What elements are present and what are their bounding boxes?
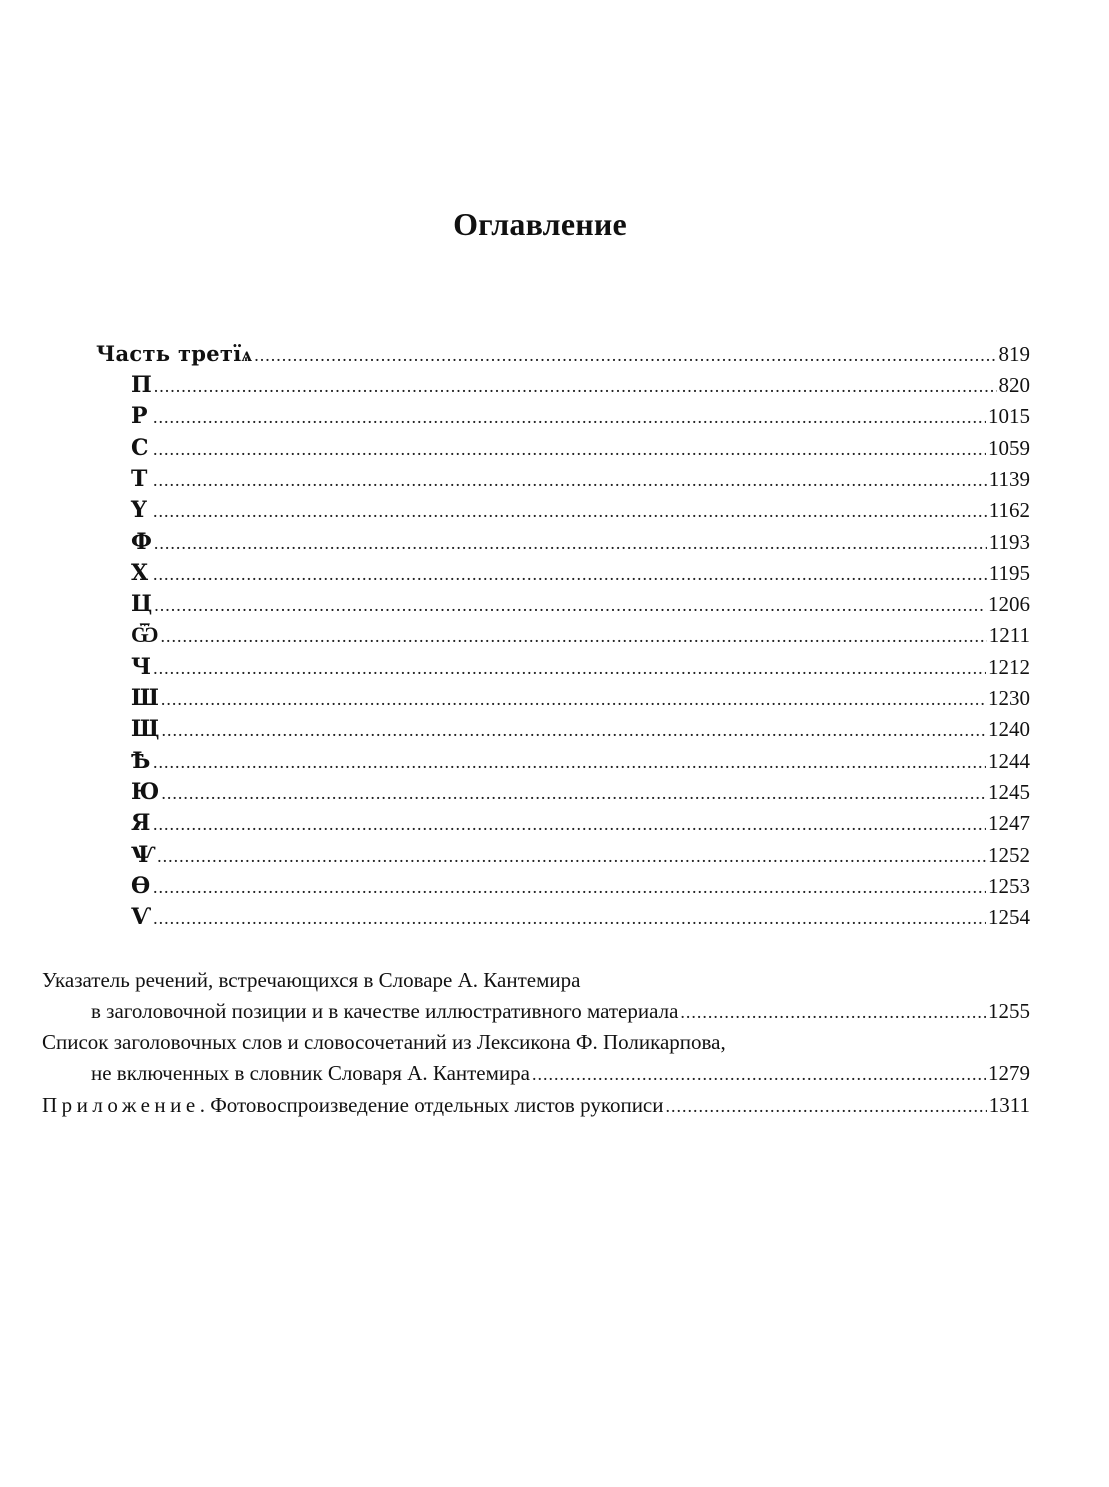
toc-entry-letter[interactable] (131, 402, 1030, 431)
toc-page-number: 1253 (988, 874, 1030, 898)
toc-entry-letter[interactable] (131, 371, 1030, 400)
toc-entry-index[interactable] (91, 997, 1030, 1026)
leader-dots (680, 998, 986, 1026)
toc-letter-label: Х (131, 560, 149, 586)
toc-entry-letter[interactable] (131, 872, 1030, 901)
toc-page-number: 1247 (988, 811, 1030, 835)
toc-letter-label: Щ (131, 716, 160, 742)
toc-page-number: 1139 (988, 467, 1030, 491)
toc-entry-letter[interactable] (131, 590, 1030, 619)
supplement-label-rest: . Фотовоспроизведение отдельных листов рукописи (199, 1093, 664, 1117)
toc-letter-label: Я (131, 810, 151, 836)
toc-letter-label: П (131, 372, 152, 398)
toc-entry-letter[interactable] (131, 841, 1030, 870)
toc-page-number: 1206 (988, 592, 1030, 616)
toc-page-number: 1211 (988, 623, 1030, 647)
toc-entry-letter[interactable] (131, 778, 1030, 807)
toc-letter-label: Ѣ (131, 748, 151, 774)
leader-dots (254, 341, 996, 369)
leader-dots (532, 1060, 986, 1088)
leader-dots (153, 497, 987, 525)
leader-dots (154, 372, 997, 400)
toc-page-number: 820 (998, 373, 1030, 397)
leader-dots (161, 716, 986, 744)
toc-letter-label: Ѿ (131, 622, 159, 648)
list-title-line1: Список заголовочных слов и словосочетаний из Лексикона Ф. Поликарпова, (42, 1030, 726, 1054)
leader-dots (154, 591, 986, 619)
toc-letter-label: Ѳ (131, 873, 151, 899)
leader-dots (157, 842, 986, 870)
toc-letter-label: Ш (131, 685, 159, 711)
toc-entry-letter[interactable] (131, 809, 1030, 838)
toc-page-number: 1240 (988, 717, 1030, 741)
toc-letter-label: Р (131, 403, 148, 429)
toc-entry-letter[interactable] (131, 903, 1030, 932)
toc-entry-letter[interactable] (131, 747, 1030, 776)
toc-letter-label: Ү (131, 497, 147, 523)
leader-dots (153, 403, 986, 431)
leader-dots (153, 560, 987, 588)
toc-entry-letter[interactable] (131, 653, 1030, 682)
leader-dots (161, 685, 986, 713)
toc-entry-letter[interactable] (131, 559, 1030, 588)
index-title-line1: Указатель речений, встречающихся в Словаре А. Кантемира (42, 968, 581, 992)
leader-dots (153, 466, 987, 494)
toc-page-number: 1311 (988, 1093, 1030, 1117)
toc-entry-letter[interactable] (131, 496, 1030, 525)
leader-dots (153, 904, 986, 932)
toc-entry-letter[interactable] (131, 465, 1030, 494)
toc-page-number: 819 (998, 342, 1030, 366)
toc-letter-label: Ю (131, 779, 160, 805)
toc-letter-label: Ц (131, 591, 153, 617)
toc-page-number: 1230 (988, 686, 1030, 710)
toc-page-number: 1254 (988, 905, 1030, 929)
toc-page-number: 1212 (988, 655, 1030, 679)
toc-letter-label: Т (131, 466, 148, 492)
toc-entry-letter[interactable] (131, 621, 1030, 650)
page-title: Оглавление (453, 206, 627, 242)
toc-page-number: 1059 (988, 436, 1030, 460)
supplement-label-spaced: Приложение (42, 1093, 200, 1117)
leader-dots (153, 873, 986, 901)
leader-dots (153, 748, 986, 776)
toc-page-number: 1279 (988, 1061, 1030, 1085)
toc-entry-letter[interactable] (131, 684, 1030, 713)
toc-entry-letter[interactable] (131, 528, 1030, 557)
leader-dots (666, 1092, 987, 1120)
toc-page-number: 1193 (988, 530, 1030, 554)
toc-entry-letter[interactable] (131, 715, 1030, 744)
toc-page-number: 1195 (988, 561, 1030, 585)
leader-dots (161, 779, 986, 807)
index-title-line2: в заголовочной позиции и в качестве иллюстративного материала (91, 999, 679, 1023)
toc-letter-label: Ф (131, 529, 152, 555)
supplement-title (42, 1091, 664, 1119)
toc-page-number: 1252 (988, 843, 1030, 867)
leader-dots (154, 529, 987, 557)
list-title-line2: не включенных в словник Словаря А. Кантемира (91, 1061, 530, 1085)
toc-entry-supplement[interactable] (42, 1091, 1030, 1120)
toc-page-number: 1255 (988, 999, 1030, 1023)
toc-letter-label: С (131, 435, 149, 461)
toc-page-number: 1245 (988, 780, 1030, 804)
toc-letter-label: Ч (131, 654, 152, 680)
leader-dots (153, 435, 986, 463)
toc-page-number: 1015 (988, 404, 1030, 428)
toc-entry-letter[interactable] (131, 434, 1030, 463)
leader-dots (153, 654, 986, 682)
toc-page-number: 1162 (988, 498, 1030, 522)
toc-entry-list[interactable] (91, 1059, 1030, 1088)
toc-letter-label: Ѵ (131, 904, 152, 930)
toc-entry-part[interactable] (96, 340, 1030, 369)
toc-part-label: Часть третїѧ (96, 341, 253, 366)
leader-dots (161, 622, 987, 650)
toc-page-number: 1244 (988, 749, 1030, 773)
leader-dots (153, 810, 986, 838)
toc-letter-label: Ѱ (131, 842, 156, 868)
